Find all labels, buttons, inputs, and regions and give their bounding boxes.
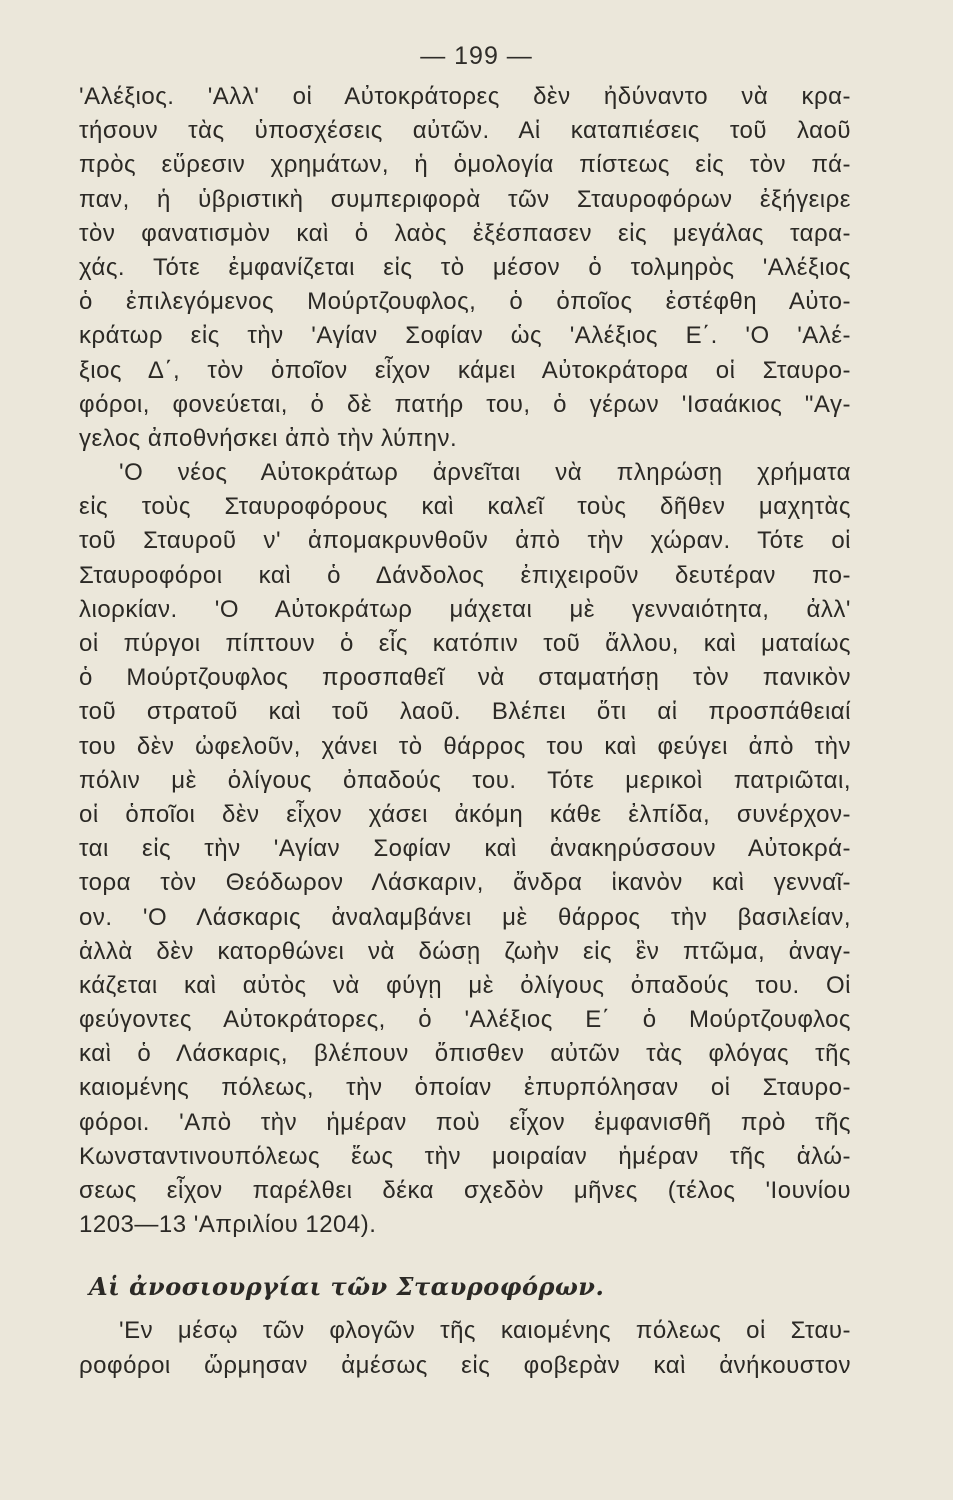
text-line: τοῦ Σταυροῦ ν' ἀπομακρυνθοῦν ἀπὸ τὴν χώραν. Τότε οἱ <box>79 527 851 555</box>
text-line: 1203—13 'Απριλίου 1204). <box>79 1211 377 1239</box>
text-line: καὶ ὁ Λάσκαρις, βλέπουν ὄπισθεν αὐτῶν τὰς φλόγας τῆς <box>79 1040 851 1068</box>
text-line: ἀλλὰ δὲν κατορθώνει νὰ δώσῃ ζωὴν εἰς ἓν πτῶμα, ἀναγ- <box>79 937 851 965</box>
section-heading: Αἱ ἀνοσιουργίαι τῶν Σταυροφόρων. <box>89 1272 605 1302</box>
text-line: 'Ο νέος Αὐτοκράτωρ ἀρνεῖται νὰ πληρώσῃ χρήματα <box>119 459 851 487</box>
spacer <box>79 1242 851 1270</box>
text-line: ται εἰς τὴν 'Αγίαν Σοφίαν καὶ ἀνακηρύσσουν Αὐτοκρά- <box>79 835 851 863</box>
text-line: φόροι, φονεύεται, ὁ δὲ πατήρ του, ὁ γέρων 'Ισαάκιος "Αγ- <box>79 390 851 418</box>
text-line: οἱ ὁποῖοι δὲν εἶχον χάσει ἀκόμη κάθε ἐλπίδα, συνέρχον- <box>79 800 851 828</box>
page-number: — 199 — <box>420 42 533 70</box>
text-line: σεως εἶχον παρέλθει δέκα σχεδὸν μῆνες (τέλος 'Ιουνίου <box>79 1177 851 1204</box>
text-line: Σταυροφόροι καὶ ὁ Δάνδολος ἐπιχειροῦν δευτέραν πο- <box>79 561 851 589</box>
text-line: τοῦ στρατοῦ καὶ τοῦ λαοῦ. Βλέπει ὅτι αἱ προσπάθειαί <box>79 698 851 726</box>
text-line: Κωνσταντινουπόλεως ἕως τὴν μοιραίαν ἡμέραν τῆς ἁλώ- <box>79 1142 851 1170</box>
paragraph-2 <box>79 456 851 1242</box>
text-line: πόλιν μὲ ὀλίγους ὀπαδούς του. Τότε μερικοὶ πατριῶται, <box>79 766 851 794</box>
text-line: καιομένης πόλεως, τὴν ὁποίαν ἐπυρπόλησαν οἱ Σταυρο- <box>79 1074 851 1102</box>
text-line: πρὸς εὕρεσιν χρημάτων, ἡ ὁμολογία πίστεως εἰς τὸν πά- <box>79 151 851 179</box>
text-line: τὸν φανατισμὸν καὶ ὁ λαὸς ἐξέσπασεν εἰς μεγάλας ταρα- <box>79 219 851 247</box>
text-line: φεύγοντες Αὐτοκράτορες, ὁ 'Αλέξιος Ε΄ ὁ Μούρτζουφλος <box>79 1006 851 1034</box>
paragraph-3 <box>79 1314 851 1382</box>
text-line: τήσουν τὰς ὑποσχέσεις αὐτῶν. Αἱ καταπιέσεις τοῦ λαοῦ <box>79 117 851 145</box>
text-line: τορα τὸν Θεόδωρον Λάσκαριν, ἄνδρα ἱκανὸν καὶ γενναῖ- <box>79 869 851 897</box>
text-line: κράτωρ εἰς τὴν 'Αγίαν Σοφίαν ὡς 'Αλέξιος Ε΄. 'Ο 'Αλέ- <box>79 322 851 350</box>
text-line: παν, ἡ ὑβριστικὴ συμπεριφορὰ τῶν Σταυροφόρων ἐξήγειρε <box>79 185 851 213</box>
text-line: ροφόροι ὥρμησαν ἀμέσως εἰς φοβερὰν καὶ ἀνήκουστον <box>79 1351 851 1379</box>
body-text <box>79 80 851 1383</box>
text-line: χάς. Τότε ἐμφανίζεται εἰς τὸ μέσον ὁ τολμηρὸς 'Αλέξιος <box>79 253 851 281</box>
text-line: του δὲν ὠφελοῦν, χάνει τὸ θάρρος του καὶ φεύγει ἀπὸ τὴν <box>79 732 851 760</box>
text-line: λιορκίαν. 'Ο Αὐτοκράτωρ μάχεται μὲ γενναιότητα, ἀλλ' <box>79 595 851 623</box>
paragraph-1 <box>79 80 851 456</box>
text-line: ὁ Μούρτζουφλος προσπαθεῖ νὰ σταματήσῃ τὸν πανικὸν <box>79 664 851 692</box>
text-line: ὁ ἐπιλεγόμενος Μούρτζουφλος, ὁ ὁποῖος ἐστέφθη Αὐτο- <box>79 288 851 316</box>
text-line: κάζεται καὶ αὐτὸς νὰ φύγῃ μὲ ὀλίγους ὀπαδούς του. Οἱ <box>79 971 851 999</box>
text-line: ον. 'Ο Λάσκαρις ἀναλαμβάνει μὲ θάρρος τὴν βασιλείαν, <box>79 903 851 931</box>
text-line: φόροι. 'Απὸ τὴν ἡμέραν ποὺ εἶχον ἐμφανισθῆ πρὸ τῆς <box>79 1108 851 1136</box>
text-line: 'Εν μέσῳ τῶν φλογῶν τῆς καιομένης πόλεως οἱ Σταυ- <box>119 1317 851 1345</box>
text-line: ξιος Δ΄, τὸν ὁποῖον εἶχον κάμει Αὐτοκράτορα οἱ Σταυρο- <box>79 356 851 384</box>
text-line: 'Αλέξιος. 'Αλλ' οἱ Αὐτοκράτορες δὲν ἠδύναντο νὰ κρα- <box>79 83 851 110</box>
text-line: οἱ πύργοι πίπτουν ὁ εἷς κατόπιν τοῦ ἄλλου, καὶ ματαίως <box>79 630 851 657</box>
text-line: γελος ἀποθνήσκει ἀπὸ τὴν λύπην. <box>79 424 458 452</box>
text-line: εἰς τοὺς Σταυροφόρους καὶ καλεῖ τοὺς δῆθεν μαχητὰς <box>79 493 851 521</box>
